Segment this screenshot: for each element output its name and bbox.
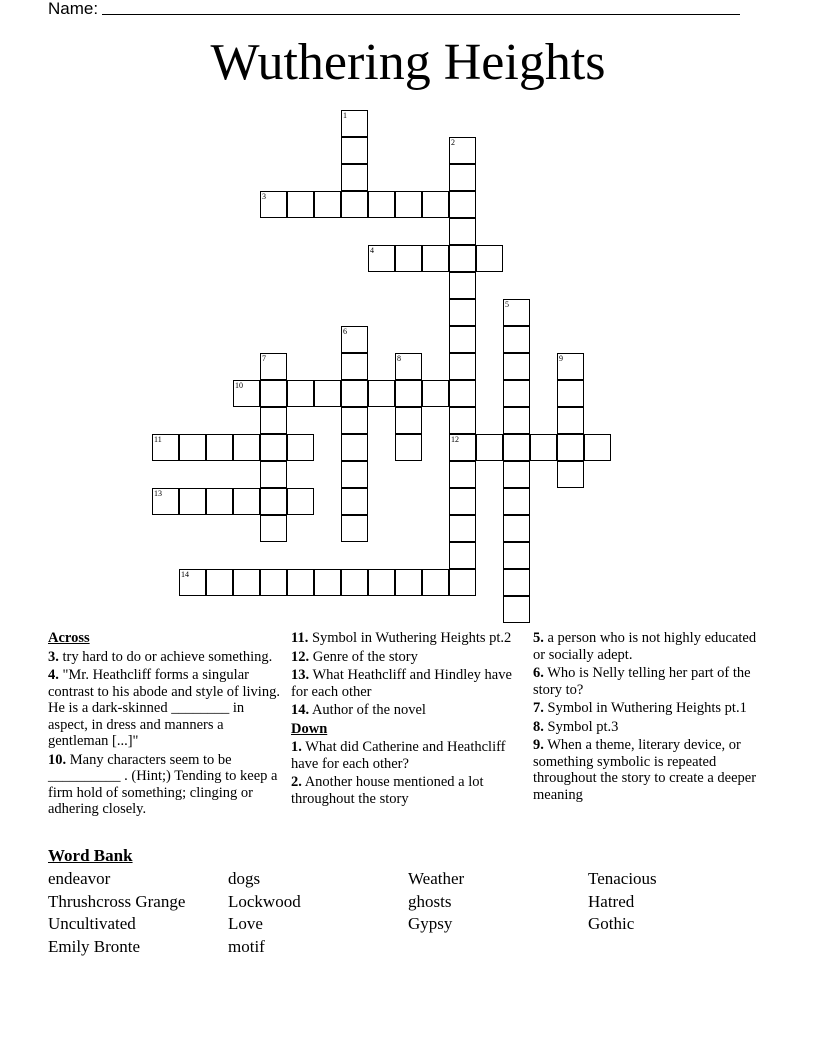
grid-cell[interactable] — [395, 191, 422, 218]
grid-cell[interactable] — [557, 434, 584, 461]
down-clue-5: 5. a person who is not highly educated or socially adept. — [533, 630, 757, 663]
grid-cell[interactable] — [449, 272, 476, 299]
grid-cell[interactable] — [206, 488, 233, 515]
grid-cell[interactable] — [341, 353, 368, 380]
clue-number: 3 — [262, 192, 266, 201]
across-clue-12: 12. Genre of the story — [291, 648, 418, 665]
grid-cell[interactable] — [233, 569, 260, 596]
grid-cell[interactable] — [503, 461, 530, 488]
grid-cell[interactable] — [287, 569, 314, 596]
word-bank-item: Gypsy — [408, 914, 453, 934]
across-clue-11: 11. Symbol in Wuthering Heights pt.2 — [291, 630, 512, 646]
grid-cell[interactable] — [557, 461, 584, 488]
clue-number: 13 — [154, 489, 162, 498]
grid-cell[interactable] — [503, 596, 530, 623]
grid-cell[interactable] — [449, 407, 476, 434]
across-clue-3: 3. try hard to do or achieve something. — [48, 648, 273, 665]
grid-cell[interactable] — [422, 380, 449, 407]
word-bank-item: ghosts — [408, 891, 452, 911]
grid-cell[interactable] — [503, 488, 530, 515]
grid-cell[interactable] — [179, 569, 206, 596]
grid-cell[interactable] — [341, 380, 368, 407]
grid-cell[interactable] — [422, 191, 449, 218]
across-clue-14: 14. Author of the novel — [291, 702, 426, 718]
grid-cell[interactable] — [206, 434, 233, 461]
grid-cell[interactable] — [449, 515, 476, 542]
grid-cell[interactable] — [449, 191, 476, 218]
across-clue-4: 4. "Mr. Heathcliff forms a singular contrast to his abode and style of living. He is a dark-skinned ________ in aspect, in dress and manners a gentleman [...]" — [48, 667, 280, 749]
grid-cell[interactable] — [503, 380, 530, 407]
grid-cell[interactable] — [341, 191, 368, 218]
grid-cell[interactable] — [449, 218, 476, 245]
down-clue-6: 6. Who is Nelly telling her part of the story to? — [533, 665, 751, 698]
word-bank-item: Thrushcross Grange — [48, 891, 186, 911]
grid-cell[interactable] — [260, 191, 287, 218]
down-clue-2: 2. Another house mentioned a lot throughout the story — [291, 774, 484, 807]
grid-cell[interactable] — [341, 407, 368, 434]
word-bank-item: Gothic — [588, 914, 635, 934]
word-bank — [48, 868, 768, 959]
grid-cell[interactable] — [449, 488, 476, 515]
grid-cell[interactable] — [260, 407, 287, 434]
word-bank-item: Weather — [408, 869, 465, 888]
grid-cell[interactable] — [341, 434, 368, 461]
grid-cell[interactable] — [449, 353, 476, 380]
across-clue-10: 10. Many characters seem to be __________ . (Hint;) Tending to keep a firm hold of something; clinging or adhering closely. — [48, 751, 278, 817]
grid-cell[interactable] — [395, 407, 422, 434]
grid-cell[interactable] — [395, 434, 422, 461]
grid-cell[interactable] — [503, 542, 530, 569]
grid-cell[interactable] — [233, 488, 260, 515]
clue-number: 11 — [154, 435, 162, 444]
word-bank-item: Uncultivated — [48, 914, 136, 934]
grid-cell[interactable] — [341, 488, 368, 515]
word-bank-item: Tenacious — [588, 869, 657, 888]
clue-number: 1 — [343, 111, 347, 120]
grid-cell[interactable] — [557, 407, 584, 434]
grid-cell[interactable] — [449, 245, 476, 272]
page-title: Wuthering Heights — [210, 34, 606, 91]
grid-cell[interactable] — [260, 488, 287, 515]
grid-cell[interactable] — [233, 434, 260, 461]
grid-cell[interactable] — [422, 569, 449, 596]
grid-cell[interactable] — [395, 380, 422, 407]
clue-number: 4 — [370, 246, 374, 255]
grid-cell[interactable] — [449, 542, 476, 569]
grid-cell[interactable] — [395, 353, 422, 380]
grid-cell[interactable] — [476, 245, 503, 272]
grid-cell[interactable] — [206, 569, 233, 596]
grid-cell[interactable] — [341, 164, 368, 191]
grid-cell[interactable] — [422, 245, 449, 272]
grid-cell[interactable] — [341, 110, 368, 137]
clues-column-3 — [533, 630, 769, 805]
word-bank-item: Love — [228, 914, 263, 934]
grid-cell[interactable] — [260, 380, 287, 407]
clue-number: 14 — [181, 570, 189, 579]
grid-cell[interactable] — [503, 569, 530, 596]
grid-cell[interactable] — [449, 569, 476, 596]
grid-cell[interactable] — [584, 434, 611, 461]
grid-cell[interactable] — [341, 515, 368, 542]
clues-column-2 — [291, 630, 523, 809]
grid-cell[interactable] — [152, 434, 179, 461]
clue-number: 12 — [451, 435, 459, 444]
grid-cell[interactable] — [449, 461, 476, 488]
grid-cell[interactable] — [341, 569, 368, 596]
clue-number: 7 — [262, 354, 266, 363]
grid-cell[interactable] — [449, 299, 476, 326]
grid-cell[interactable] — [260, 353, 287, 380]
down-clue-1: 1. What did Catherine and Heathcliff have for each other? — [291, 739, 506, 772]
grid-cell[interactable] — [341, 137, 368, 164]
grid-cell[interactable] — [395, 245, 422, 272]
grid-cell[interactable] — [179, 488, 206, 515]
grid-cell[interactable] — [449, 326, 476, 353]
grid-cell[interactable] — [314, 569, 341, 596]
grid-cell[interactable] — [503, 407, 530, 434]
grid-cell[interactable] — [449, 164, 476, 191]
grid-cell[interactable] — [233, 380, 260, 407]
grid-cell[interactable] — [368, 569, 395, 596]
grid-cell[interactable] — [179, 434, 206, 461]
grid-cell[interactable] — [476, 434, 503, 461]
grid-cell[interactable] — [368, 380, 395, 407]
word-bank-item: dogs — [228, 869, 261, 888]
across-heading: Across — [48, 630, 90, 646]
grid-cell[interactable] — [287, 191, 314, 218]
word-bank-item: Lockwood — [228, 891, 301, 911]
grid-cell[interactable] — [368, 191, 395, 218]
grid-cell[interactable] — [314, 191, 341, 218]
grid-cell[interactable] — [287, 488, 314, 515]
name-underline[interactable] — [102, 0, 740, 15]
down-heading: Down — [291, 720, 328, 737]
name-field[interactable] — [48, 0, 740, 18]
clue-number: 5 — [505, 300, 509, 309]
clues-column-1 — [48, 630, 286, 820]
across-clue-13: 13. What Heathcliff and Hindley have for each other — [291, 667, 512, 700]
grid-cell[interactable] — [287, 380, 314, 407]
down-clue-7: 7. Symbol in Wuthering Heights pt.1 — [533, 700, 747, 716]
grid-cell[interactable] — [530, 434, 557, 461]
name-label: Name: — [48, 0, 99, 18]
word-bank-item: Hatred — [588, 891, 635, 911]
grid-cell[interactable] — [152, 488, 179, 515]
grid-cell[interactable] — [260, 461, 287, 488]
grid-cell[interactable] — [287, 434, 314, 461]
grid-cell[interactable] — [449, 137, 476, 164]
grid-cell[interactable] — [503, 326, 530, 353]
grid-cell[interactable] — [557, 353, 584, 380]
down-clue-8: 8. Symbol pt.3 — [533, 718, 619, 735]
clue-number: 10 — [235, 381, 243, 390]
grid-cell[interactable] — [260, 434, 287, 461]
grid-cell[interactable] — [341, 461, 368, 488]
word-bank-item: endeavor — [48, 869, 111, 888]
grid-cell[interactable] — [557, 380, 584, 407]
clue-number: 9 — [559, 354, 563, 363]
grid-cell[interactable] — [368, 245, 395, 272]
clue-number: 6 — [343, 327, 347, 336]
grid-cell[interactable] — [260, 515, 287, 542]
grid-cell[interactable] — [503, 434, 530, 461]
down-clue-9: 9. When a theme, literary device, or something symbolic is repeated throughout the story to create a deeper meaning — [533, 737, 757, 803]
grid-cell[interactable] — [395, 569, 422, 596]
grid-cell[interactable] — [503, 299, 530, 326]
grid-cell[interactable] — [260, 569, 287, 596]
grid-cell[interactable] — [503, 515, 530, 542]
grid-cell[interactable] — [314, 380, 341, 407]
word-bank-item: motif — [228, 937, 265, 957]
grid-cell[interactable] — [449, 434, 476, 461]
grid-cell[interactable] — [449, 380, 476, 407]
word-bank-item: Emily Bronte — [48, 937, 141, 957]
clue-number: 8 — [397, 354, 401, 363]
grid-cell[interactable] — [341, 326, 368, 353]
word-bank-title: Word Bank — [48, 846, 133, 865]
clue-number: 2 — [451, 138, 455, 147]
grid-cell[interactable] — [503, 353, 530, 380]
